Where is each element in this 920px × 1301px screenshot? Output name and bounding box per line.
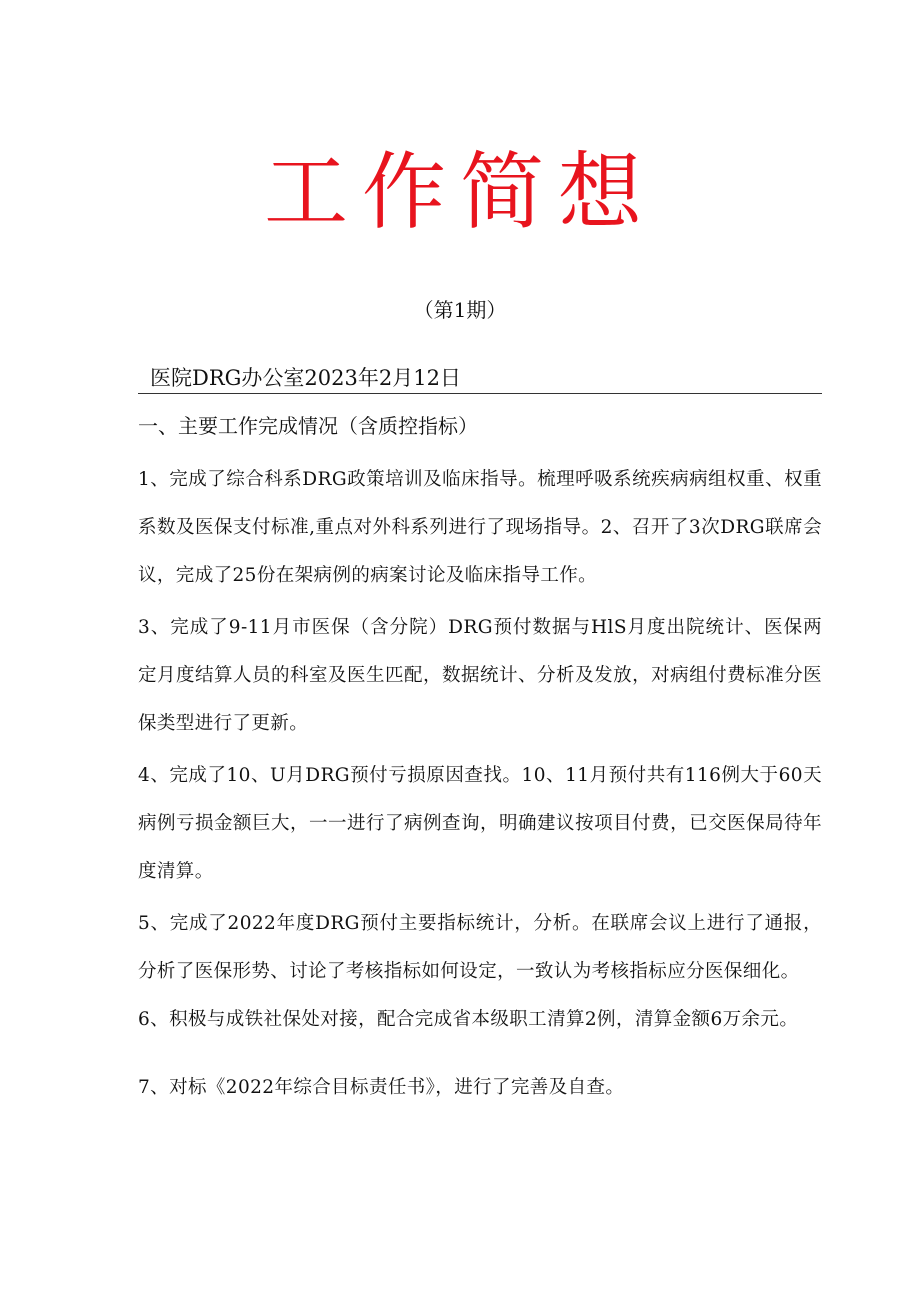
- work-item-4: 4、完成了10、U月DRG预付亏损原因查找。10、11月预付共有116例大于60天病例亏损金额巨大，一一进行了病例查询，明确建议按项目付费，已交医保局待年度清算。: [138, 765, 822, 882]
- work-item-1: 1、完成了综合科系DRG政策培训及临床指导。梳理呼吸系统疾病病组权重、权重系数及医保支付标准,重点对外科系列进行了现场指导。2、召开了3次DRG联席会议，完成了25份在架病例的病案讨论及临床指导工作。: [138, 469, 822, 586]
- header-divider: [138, 393, 822, 394]
- issue-number: （第1期）: [413, 298, 507, 322]
- document-body: [138, 408, 822, 1112]
- section-heading: 一、主要工作完成情况（含质控指标）: [138, 414, 478, 438]
- work-item-6: 6、积极与成铁社保处对接，配合完成省本级职工清算2例，清算金额6万余元。: [138, 1009, 799, 1030]
- work-item-7: 7、对标《2022年综合目标责任书》，进行了完善及自查。: [138, 1077, 625, 1098]
- org-date-line: 医院DRG办公室2023年2月12日: [150, 366, 461, 390]
- document-title: 工作简想: [263, 143, 656, 241]
- work-item-5: 5、完成了2022年度DRG预付主要指标统计，分析。在联席会议上进行了通报，分析了医保形势、讨论了考核指标如何设定，一致认为考核指标应分医保细化。: [138, 913, 822, 982]
- work-item-3: 3、完成了9-11月市医保（含分院）DRG预付数据与HlS月度出院统计、医保两定月度结算人员的科室及医生匹配，数据统计、分析及发放，对病组付费标准分医保类型进行了更新。: [138, 617, 822, 734]
